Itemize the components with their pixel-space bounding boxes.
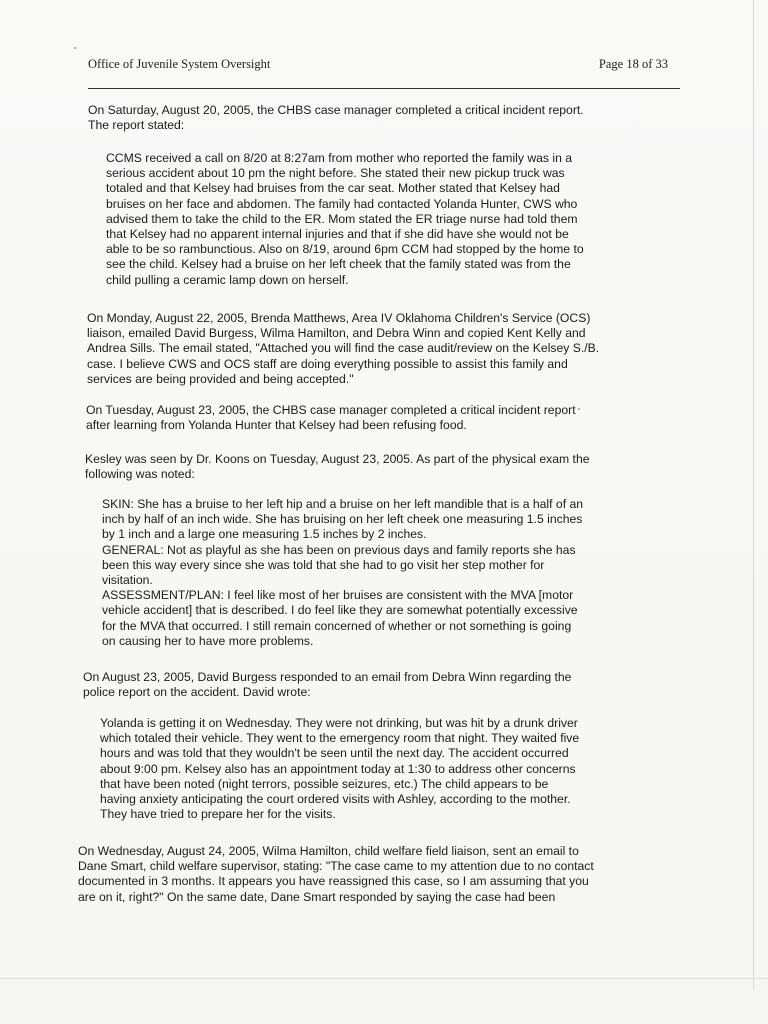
quote-physical-exam: SKIN: She has a bruise to her left hip and a bruise on her left mandible that is a half of an inch by half of an inch wide. She has bruising on her left cheek one measuring 1.5 inches by 1 inch and a large one measuring 1.5 inches by 2 inches. GENERAL: Not as playful as she has been on previous days and family reports she has been this way every since she was told that she had to go visit her step mother for visitation. ASSESSMENT/PLAN: I feel like most of her bruises are consistent with the MVA [motor vehicle accident] that is described. I do feel like they are somewhat potentially excessive for the MVA that occurred. I still remain concerned of whether or not something is going on causing her to have more problems. bbox=[102, 497, 584, 648]
scan-speck bbox=[74, 47, 76, 49]
page-edge-bottom bbox=[0, 978, 768, 979]
paragraph-burgess-email: On August 23, 2005, David Burgess responded to an email from Debra Winn regarding the police report on the accident. David wrote: bbox=[83, 670, 572, 700]
page-edge-right bbox=[753, 0, 754, 990]
quote-incident-report: CCMS received a call on 8/20 at 8:27am from mother who reported the family was in a serious accident about 10 pm the night before. She stated their new pickup truck was totaled and that Kelsey had bruises from the car seat. Mother stated that Kelsey had bruises on her face and abdomen. The family had contacted Yolanda Hunter, CWS who advised them to take the child to the ER. Mom stated the ER triage nurse had told them that Kelsey had no apparent internal injuries and that if she did have she would not be able to be so rambunctious. Also on 8/19, around 6pm CCM had stopped by the home to see the child. Kelsey had a bruise on her left cheek that the family stated was from the child pulling a ceramic lamp down on herself. bbox=[106, 151, 584, 287]
page-header bbox=[88, 57, 668, 77]
paragraph-physical-exam: Kesley was seen by Dr. Koons on Tuesday, August 23, 2005. As part of the physical exam the following was noted: bbox=[85, 452, 590, 482]
page-number: Page 18 of 33 bbox=[598, 57, 668, 71]
paragraph-critical-incident-aug23: On Tuesday, August 23, 2005, the CHBS case manager completed a critical incident report after learning from Yolanda Hunter that Kelsey had been refusing food. bbox=[86, 403, 576, 433]
paragraph-critical-incident-aug20: On Saturday, August 20, 2005, the CHBS case manager completed a critical incident report. The report stated: bbox=[88, 103, 584, 133]
quote-burgess-email: Yolanda is getting it on Wednesday. They were not drinking, but was hit by a drunk driver which totaled their vehicle. They went to the emergency room that night. They waited five hours and was told that they wouldn't be seen until the next day. The accident occurred about 9:00 pm. Kelsey also has an appointment today at 1:30 to address other concerns that have been noted (night terrors, possible seizures, etc.) The child appears to be having anxiety anticipating the court ordered visits with Ashley, according to the mother. They have tried to prepare her for the visits. bbox=[100, 716, 580, 822]
paragraph-email-aug22: On Monday, August 22, 2005, Brenda Matthews, Area IV Oklahoma Children's Service (OCS) liaison, emailed David Burgess, Wilma Hamilton, and Debra Winn and copied Kent Kelly and Andrea Sills. The email stated, "Attached you will find the case audit/review on the Kelsey S./B. case. I believe CWS and OCS staff are doing everything possible to assist this family and services are being provided and being accepted." bbox=[87, 311, 600, 386]
header-rule bbox=[88, 88, 680, 89]
paragraph-hamilton-email: On Wednesday, August 24, 2005, Wilma Hamilton, child welfare field liaison, sent an email to Dane Smart, child welfare supervisor, stating: "The case came to my attention due to no contact documented in 3 months. It appears you have reassigned this case, so I am assuming that you are on it, right?" On the same date, Dane Smart responded by saying the case had been bbox=[78, 844, 594, 904]
scan-speck bbox=[578, 408, 580, 410]
office-name: Office of Juvenile System Oversight bbox=[88, 57, 271, 71]
